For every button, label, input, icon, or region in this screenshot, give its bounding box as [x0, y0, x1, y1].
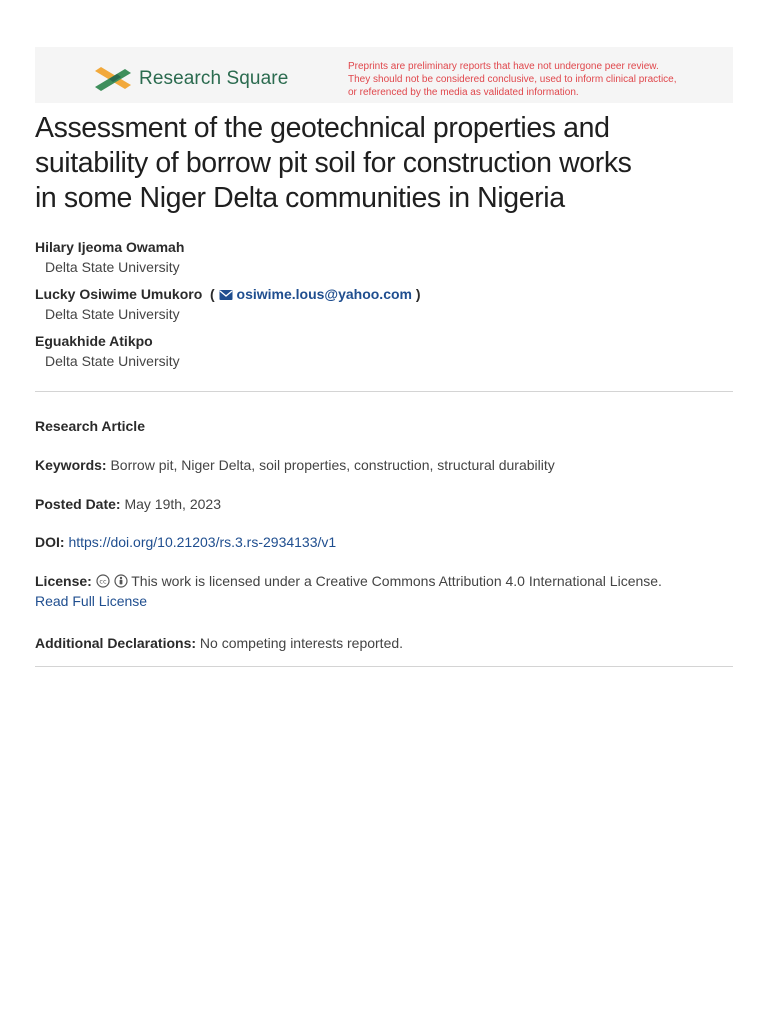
divider — [35, 666, 733, 667]
license-label: License: — [35, 573, 92, 589]
posted-date-row — [35, 494, 735, 514]
posted-date-label: Posted Date: — [35, 496, 121, 512]
author-affiliation: Delta State University — [45, 306, 180, 322]
article-type-label: Research Article — [35, 418, 145, 434]
preprint-banner — [35, 47, 733, 103]
declarations-value: No competing interests reported. — [199, 635, 404, 651]
doi-link[interactable]: https://doi.org/10.21203/rs.3.rs-2934133/v1 — [68, 534, 337, 550]
keywords-label: Keywords: — [35, 457, 107, 473]
envelope-icon — [219, 289, 233, 301]
research-square-logo-icon — [95, 65, 131, 93]
preprint-notice — [348, 60, 718, 99]
author-name: Hilary Ijeoma Owamah — [35, 239, 185, 255]
creative-commons-icon — [96, 574, 110, 588]
read-full-license-link[interactable]: Read Full License — [35, 593, 148, 609]
license-row — [35, 571, 735, 611]
declarations-label: Additional Declarations: — [35, 635, 197, 651]
paper-title — [35, 111, 735, 216]
email-paren-close: ) — [415, 286, 421, 302]
author-name: Lucky Osiwime Umukoro — [35, 286, 203, 302]
title-line: Assessment of the geotechnical properties and — [35, 112, 610, 144]
keywords-row — [35, 455, 735, 475]
author-email-link[interactable]: osiwime.lous@yahoo.com — [236, 286, 412, 302]
author-list — [35, 237, 735, 378]
author-name-with-email — [35, 284, 735, 304]
author-affiliation: Delta State University — [45, 259, 180, 275]
logo-text: Research Square — [139, 68, 289, 89]
notice-line: Preprints are preliminary reports that have not undergone peer review. — [348, 61, 659, 72]
keywords-value: Borrow pit, Niger Delta, soil properties, construction, structural durability — [110, 457, 555, 473]
author-name: Eguakhide Atikpo — [35, 333, 153, 349]
notice-line: They should not be considered conclusive, used to inform clinical practice, — [348, 74, 677, 85]
doi-row — [35, 532, 735, 552]
author-affiliation: Delta State University — [45, 353, 180, 369]
email-paren-open: ( — [206, 286, 215, 302]
license-text: This work is licensed under a Creative Commons Attribution 4.0 International License. — [131, 573, 662, 589]
attribution-icon — [114, 574, 128, 588]
title-line: in some Niger Delta communities in Nigeria — [35, 182, 565, 214]
research-square-logo[interactable] — [95, 65, 288, 93]
declarations-row — [35, 633, 735, 653]
doi-label: DOI: — [35, 534, 65, 550]
notice-line: or referenced by the media as validated information. — [348, 87, 579, 98]
article-type — [35, 416, 735, 436]
divider — [35, 391, 733, 392]
title-line: suitability of borrow pit soil for construction works — [35, 147, 632, 179]
svg-text:cc: cc — [99, 577, 107, 586]
posted-date-value: May 19th, 2023 — [124, 496, 221, 512]
